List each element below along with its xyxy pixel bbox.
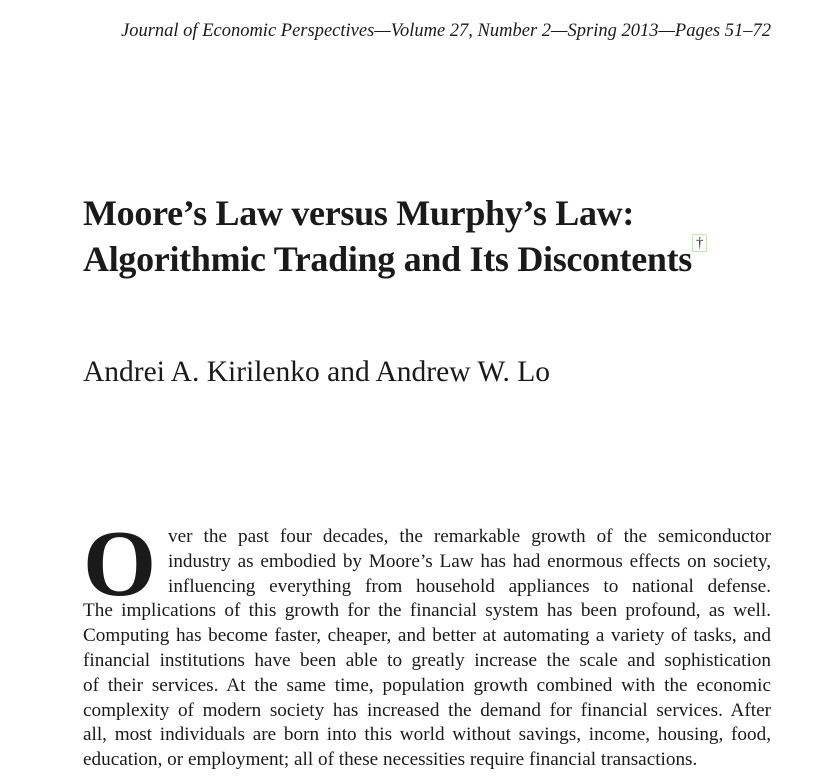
body-line: complexity of modern society has increased the demand for financial services. After [83, 699, 771, 721]
body-line: of their services. At the same time, population growth combined with the economic [83, 674, 771, 696]
body-line: financial institutions have been able to greatly increase the scale and sophistication [83, 649, 771, 671]
body-line: education, or employment; all of these necessities require financial transactions. [83, 749, 698, 771]
title-line-1: Moore’s Law versus Murphy’s Law: [83, 193, 635, 233]
authors: Andrei A. Kirilenko and Andrew W. Lo [83, 356, 551, 388]
body-line: ver the past four decades, the remarkable growth of the semiconductor [168, 526, 771, 547]
body-line: The implications of this growth for the financial system has been profound, as well. [83, 600, 771, 622]
article-title [83, 190, 707, 282]
title-line-2-text: Algorithmic Trading and Its Discontents [83, 239, 693, 279]
body-line: Computing has become faster, cheaper, and better at automating a variety of tasks, and [83, 625, 771, 647]
drop-cap: O [83, 512, 157, 616]
body-line: all, most individuals are born into this world without savings, income, housing, food, [83, 724, 771, 746]
body-line: influencing everything from household appliances to national defense. [168, 575, 771, 597]
body-line: industry as embodied by Moore’s Law has had enormous effects on society, [168, 550, 771, 572]
footnote-dagger-link[interactable]: † [692, 234, 707, 252]
running-header: Journal of Economic Perspectives—Volume 27, Number 2—Spring 2013—Pages 51–72 [121, 21, 771, 41]
title-line-2 [83, 236, 707, 282]
body-paragraph [83, 512, 771, 773]
